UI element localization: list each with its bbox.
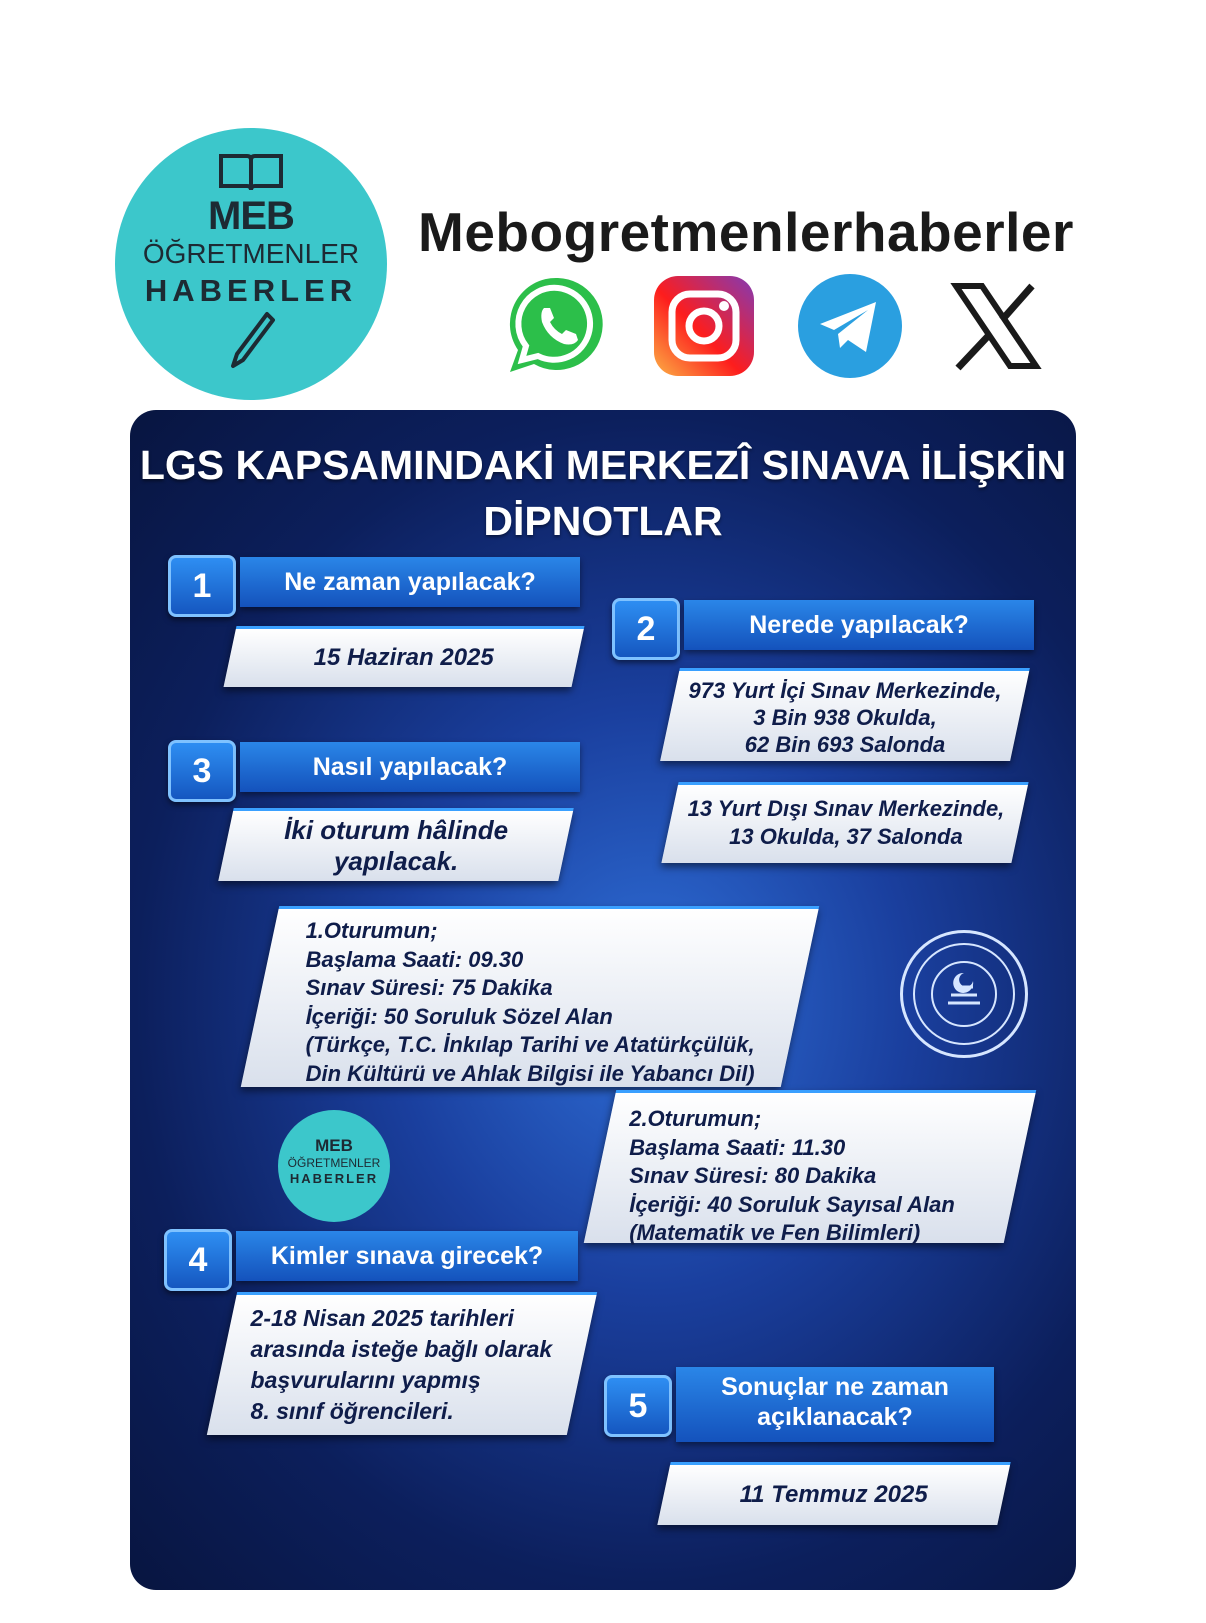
session-2-start-time: Başlama Saati: 11.30 (629, 1134, 846, 1160)
answer-5-box (657, 1462, 1010, 1525)
question-2: Nerede yapılacak? (684, 600, 1034, 650)
step-number-1: 1 (168, 555, 236, 617)
answer-2a-line3: 62 Bin 693 Salonda (744, 732, 946, 757)
answer-2a-box (660, 668, 1030, 761)
answer-2b-line2: 13 Okulda, 37 Salonda (729, 824, 963, 849)
answer-4-line1: 2-18 Nisan 2025 tarihleri (250, 1305, 514, 1331)
session-1-start-time: Başlama Saati: 09.30 (305, 946, 524, 972)
answer-2b-box (661, 782, 1028, 863)
step-number-5: 5 (604, 1375, 672, 1437)
answer-1-text: 15 Haziran 2025 (313, 644, 494, 671)
instagram-icon[interactable] (650, 272, 758, 380)
ministry-seal-icon (900, 930, 1028, 1058)
step-number-2: 2 (612, 598, 680, 660)
x-icon[interactable] (942, 272, 1050, 380)
site-name: Mebogretmenlerhaberler (418, 201, 1074, 263)
brand-logo (115, 128, 387, 400)
session-1-content: İçeriği: 50 Soruluk Sözel Alan (305, 1003, 613, 1029)
session-2-content: İçeriği: 40 Soruluk Sayısal Alan (629, 1191, 955, 1217)
answer-3-line1: İki oturum hâlinde (284, 815, 509, 845)
answer-4-box (207, 1292, 597, 1435)
answer-3-line2: yapılacak. (333, 846, 459, 876)
watermark-logo (278, 1110, 390, 1222)
question-5-line1: Sonuçlar ne zaman (721, 1373, 949, 1401)
watermark-ogretmenler: ÖĞRETMENLER (287, 1156, 381, 1170)
infographic-title-line1: LGS KAPSAMINDAKİ MERKEZÎ SINAVA İLİŞKİN (139, 442, 1067, 488)
question-3: Nasıl yapılacak? (240, 742, 580, 792)
question-5 (676, 1367, 994, 1442)
session-1-subjects-line2: Din Kültürü ve Ahlak Bilgisi ile Yabancı Dil) (305, 1060, 755, 1086)
session-1-title: 1.Oturumun; (305, 918, 438, 943)
telegram-icon[interactable] (796, 272, 904, 380)
infographic-title-line2: DİPNOTLAR (483, 498, 723, 544)
answer-2a-line2: 3 Bin 938 Okulda, (753, 705, 937, 730)
session-1-box (241, 906, 819, 1087)
logo-line-ogretmenler: ÖĞRETMENLER (142, 238, 360, 269)
logo-line-haberler: HABERLER (144, 273, 358, 308)
answer-1-box (224, 626, 585, 687)
session-1-subjects-line1: (Türkçe, T.C. İnkılap Tarihi ve Atatürkçülük, (305, 1032, 755, 1057)
answer-5-text: 11 Temmuz 2025 (739, 1481, 928, 1508)
answer-2b-line1: 13 Yurt Dışı Sınav Merkezinde, (687, 796, 1005, 821)
book-icon (217, 150, 285, 192)
session-2-subjects: (Matematik ve Fen Bilimleri) (629, 1220, 921, 1245)
session-2-title: 2.Oturumun; (629, 1106, 762, 1131)
step-number-3: 3 (168, 740, 236, 802)
question-1: Ne zaman yapılacak? (240, 557, 580, 607)
answer-4-line2: arasında isteğe bağlı olarak (250, 1336, 553, 1362)
question-5-line2: açıklanacak? (757, 1403, 913, 1431)
session-1-duration: Sınav Süresi: 75 Dakika (305, 975, 553, 1000)
answer-3-box (218, 808, 574, 881)
answer-4-line4: 8. sınıf öğrencileri. (250, 1398, 454, 1424)
whatsapp-icon[interactable] (504, 272, 612, 380)
question-4: Kimler sınava girecek? (236, 1231, 578, 1281)
pencil-icon (227, 310, 277, 372)
session-2-box (584, 1090, 1037, 1243)
watermark-haberler: HABERLER (289, 1171, 379, 1186)
logo-line-meb: MEB (208, 194, 294, 238)
answer-2a-line1: 973 Yurt İçi Sınav Merkezinde, (688, 678, 1002, 703)
session-2-duration: Sınav Süresi: 80 Dakika (629, 1163, 877, 1188)
infographic-card (130, 410, 1076, 1590)
answer-4-line3: başvurularını yapmış (250, 1367, 481, 1393)
step-number-4: 4 (164, 1229, 232, 1291)
watermark-meb: MEB (315, 1136, 353, 1155)
